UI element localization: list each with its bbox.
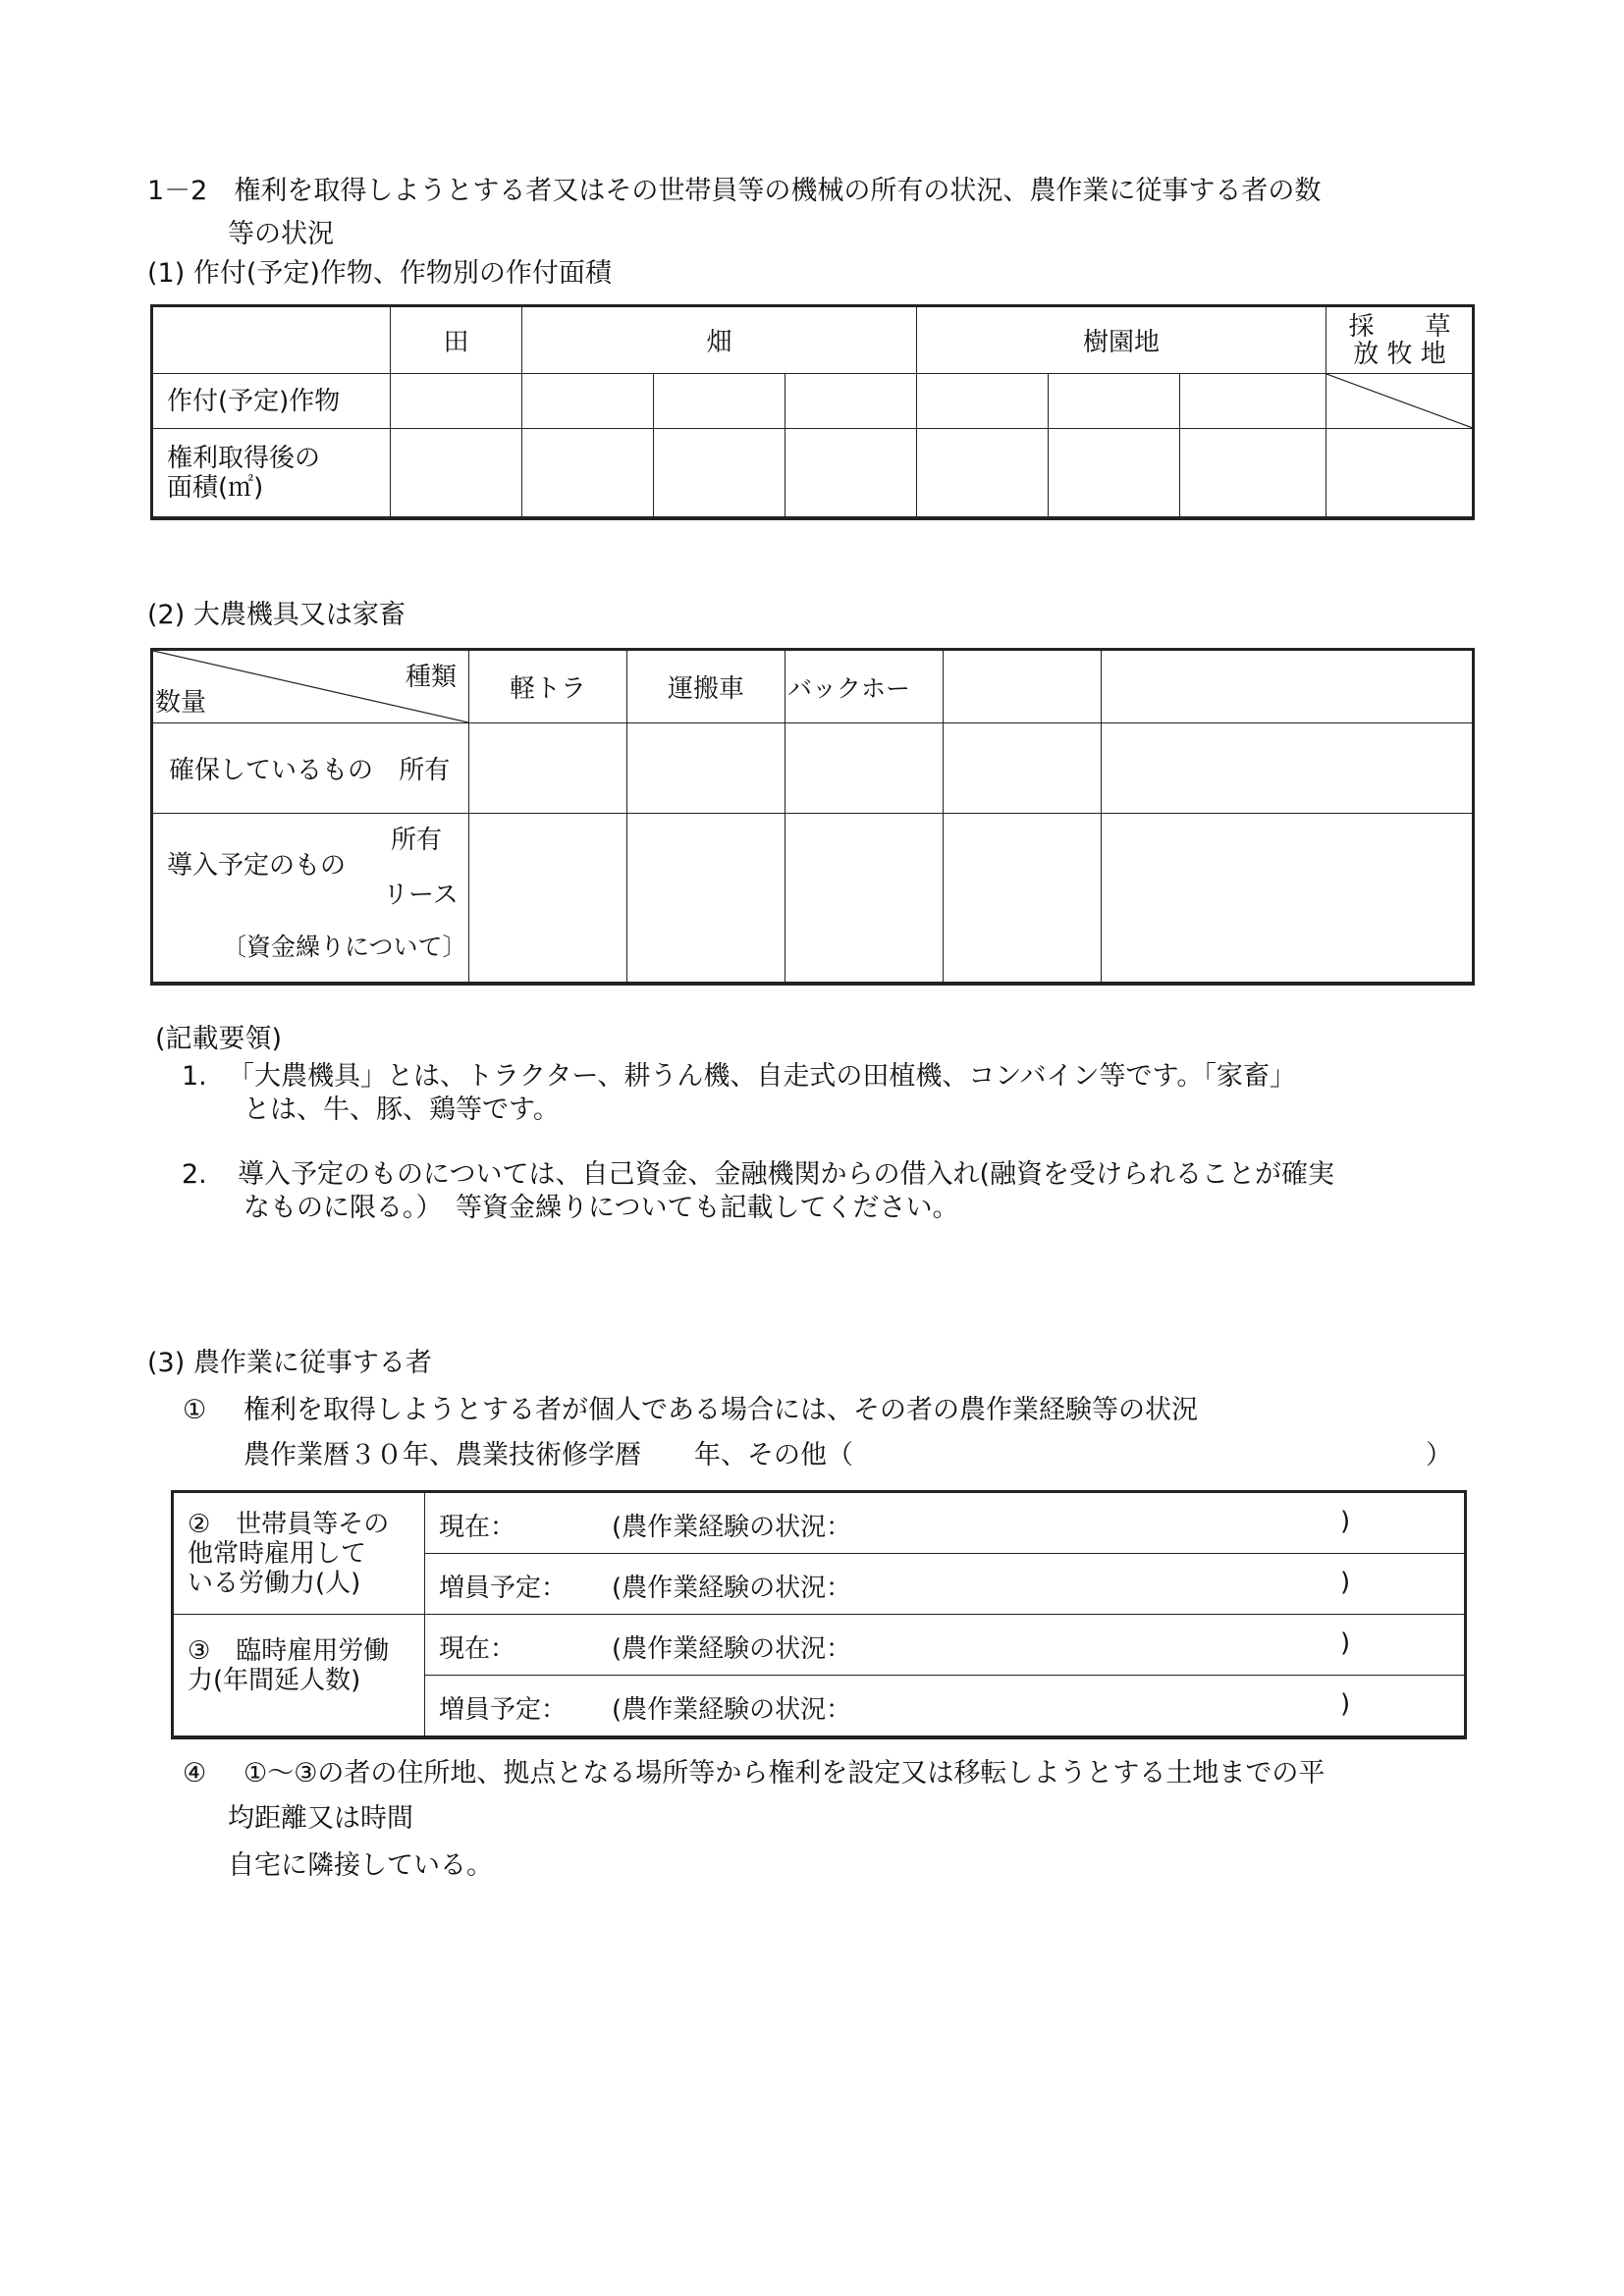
crop-cell[interactable] [785, 374, 917, 429]
labor-table [173, 1492, 1466, 1736]
row-owned-text: 確保しているもの [169, 756, 374, 785]
saiso-diagonal-cell [1326, 374, 1474, 429]
area-cell[interactable] [1049, 429, 1180, 517]
planned-label: 増員予定： [439, 1695, 568, 1725]
item-backhoe: バックホー [785, 651, 944, 723]
area-cell[interactable] [1180, 429, 1326, 517]
header-saiso [1326, 307, 1474, 374]
g2-label-line3: いる労働力(人) [188, 1568, 361, 1598]
g3-current-row[interactable] [425, 1615, 1466, 1676]
note1-line2: とは、牛、豚、鶏等です。 [244, 1095, 560, 1125]
header-saiso-line2: 放 牧 地 [1353, 339, 1446, 369]
note1-number: 1. [182, 1061, 207, 1092]
experience-label: (農作業経験の状況： [612, 1695, 852, 1725]
area-cell[interactable] [1326, 429, 1474, 517]
header-qty: 数量 [155, 688, 207, 718]
g2-current-row[interactable] [425, 1493, 1466, 1554]
owned-cell[interactable] [944, 723, 1102, 814]
plan-cell[interactable] [944, 814, 1102, 983]
planned-label: 増員予定： [439, 1574, 568, 1603]
row-plan-funding: 〔資金繰りについて〕 [222, 933, 467, 961]
g3-label-line1: ③ 臨時雇用労働 [188, 1636, 390, 1666]
owned-cell[interactable] [1102, 723, 1474, 814]
note2-line1: 導入予定のものについては、自己資金、金融機関からの借入れ(融資を受けられることが確実 [238, 1159, 1334, 1190]
experience-label: (農作業経験の状況： [612, 1574, 852, 1603]
item-blank[interactable] [1102, 651, 1474, 723]
crop-cell[interactable] [522, 374, 654, 429]
g3-label [174, 1615, 425, 1736]
header-ta: 田 [391, 307, 522, 374]
row-plan-text: 導入予定のもの [167, 851, 347, 881]
row-plan-label [153, 814, 469, 983]
notes-title: (記載要領) [155, 1024, 283, 1054]
section2-title: (2) 大農機具又は家畜 [147, 600, 406, 630]
area-cell[interactable] [522, 429, 654, 517]
crop-cell[interactable] [654, 374, 785, 429]
g3-label-line2: 力(年間延人数) [188, 1666, 361, 1695]
owned-cell[interactable] [785, 723, 944, 814]
row-plan-lease: リース [383, 881, 459, 910]
note1-line1: 「大農機具」とは、トラクター、耕うん機、自走式の田植機、コンバイン等です。「家畜」 [228, 1061, 1296, 1092]
g2-label [174, 1493, 425, 1615]
note2-line2: なものに限る。） 等資金繰りについても記載してください。 [244, 1193, 959, 1223]
g3-planned-row[interactable] [425, 1676, 1466, 1736]
note2-number: 2. [182, 1159, 207, 1190]
header-kind: 種類 [405, 663, 457, 692]
item-blank[interactable] [944, 651, 1102, 723]
row-area-label-line2: 面積(㎡) [167, 472, 264, 503]
area-cell[interactable] [785, 429, 917, 517]
header-juen: 樹園地 [917, 307, 1326, 374]
machinery-table [152, 650, 1474, 983]
crop-cell[interactable] [917, 374, 1049, 429]
diagonal-line [1326, 374, 1473, 428]
plan-cell[interactable] [1102, 814, 1474, 983]
item1-detail: 農作業暦３０年、農業技術修学暦 年、その他（ [244, 1440, 853, 1470]
owned-cell[interactable] [627, 723, 785, 814]
row-owned-label [153, 723, 469, 814]
area-cell[interactable] [917, 429, 1049, 517]
heading-line-1: 1－2 権利を取得しようとする者又はその世帯員等の機械の所有の状況、農作業に従事する者の数 [147, 176, 1322, 206]
area-cell[interactable] [654, 429, 785, 517]
crop-cell[interactable] [1049, 374, 1180, 429]
close-paren: ) [1340, 1507, 1351, 1536]
close-paren: ) [1340, 1689, 1351, 1719]
header-saiso-line1: 採 草 [1348, 311, 1451, 342]
section1-title: (1) 作付(予定)作物、作物別の作付面積 [147, 258, 612, 289]
item1-text: 権利を取得しようとする者が個人である場合には、その者の農作業経験等の状況 [244, 1395, 1198, 1425]
close-paren: ) [1340, 1568, 1351, 1597]
machinery-corner [153, 651, 469, 723]
current-label: 現在： [439, 1513, 516, 1542]
header-hata: 畑 [522, 307, 917, 374]
owned-cell[interactable] [469, 723, 627, 814]
plan-cell[interactable] [627, 814, 785, 983]
row-owned-sub: 所有 [399, 756, 451, 785]
crop-cell[interactable] [391, 374, 522, 429]
close-paren: ) [1340, 1629, 1351, 1658]
crop-area-table [152, 306, 1474, 517]
item-kei-tora: 軽トラ [469, 651, 627, 723]
item1-number: ① [183, 1395, 207, 1425]
item4-answer: 自宅に隣接している。 [228, 1850, 493, 1881]
row-area-label-line1: 権利取得後の [167, 443, 321, 473]
experience-label: (農作業経験の状況： [612, 1513, 852, 1542]
corner-cell [153, 307, 391, 374]
row-plan-own: 所有 [391, 826, 443, 855]
row-area-label [153, 429, 391, 517]
item4-number: ④ [183, 1758, 207, 1789]
item4-line1: ①～③の者の住所地、拠点となる場所等から権利を設定又は移転しようとする土地までの平 [244, 1758, 1326, 1789]
current-label: 現在： [439, 1634, 516, 1664]
area-cell[interactable] [391, 429, 522, 517]
experience-label: (農作業経験の状況： [612, 1634, 852, 1664]
row-crop-label: 作付(予定)作物 [153, 374, 391, 429]
plan-cell[interactable] [469, 814, 627, 983]
item-unpansha: 運搬車 [627, 651, 785, 723]
g2-label-line2: 他常時雇用して [188, 1538, 367, 1569]
g2-planned-row[interactable] [425, 1554, 1466, 1615]
g2-label-line1: ② 世帯員等その [188, 1509, 390, 1539]
crop-cell[interactable] [1180, 374, 1326, 429]
plan-cell[interactable] [785, 814, 944, 983]
item4-line2: 均距離又は時間 [228, 1803, 413, 1834]
heading-line-2: 等の状況 [228, 219, 334, 249]
section3-title: (3) 農作業に従事する者 [147, 1348, 432, 1378]
item1-close: ） [1426, 1440, 1452, 1470]
